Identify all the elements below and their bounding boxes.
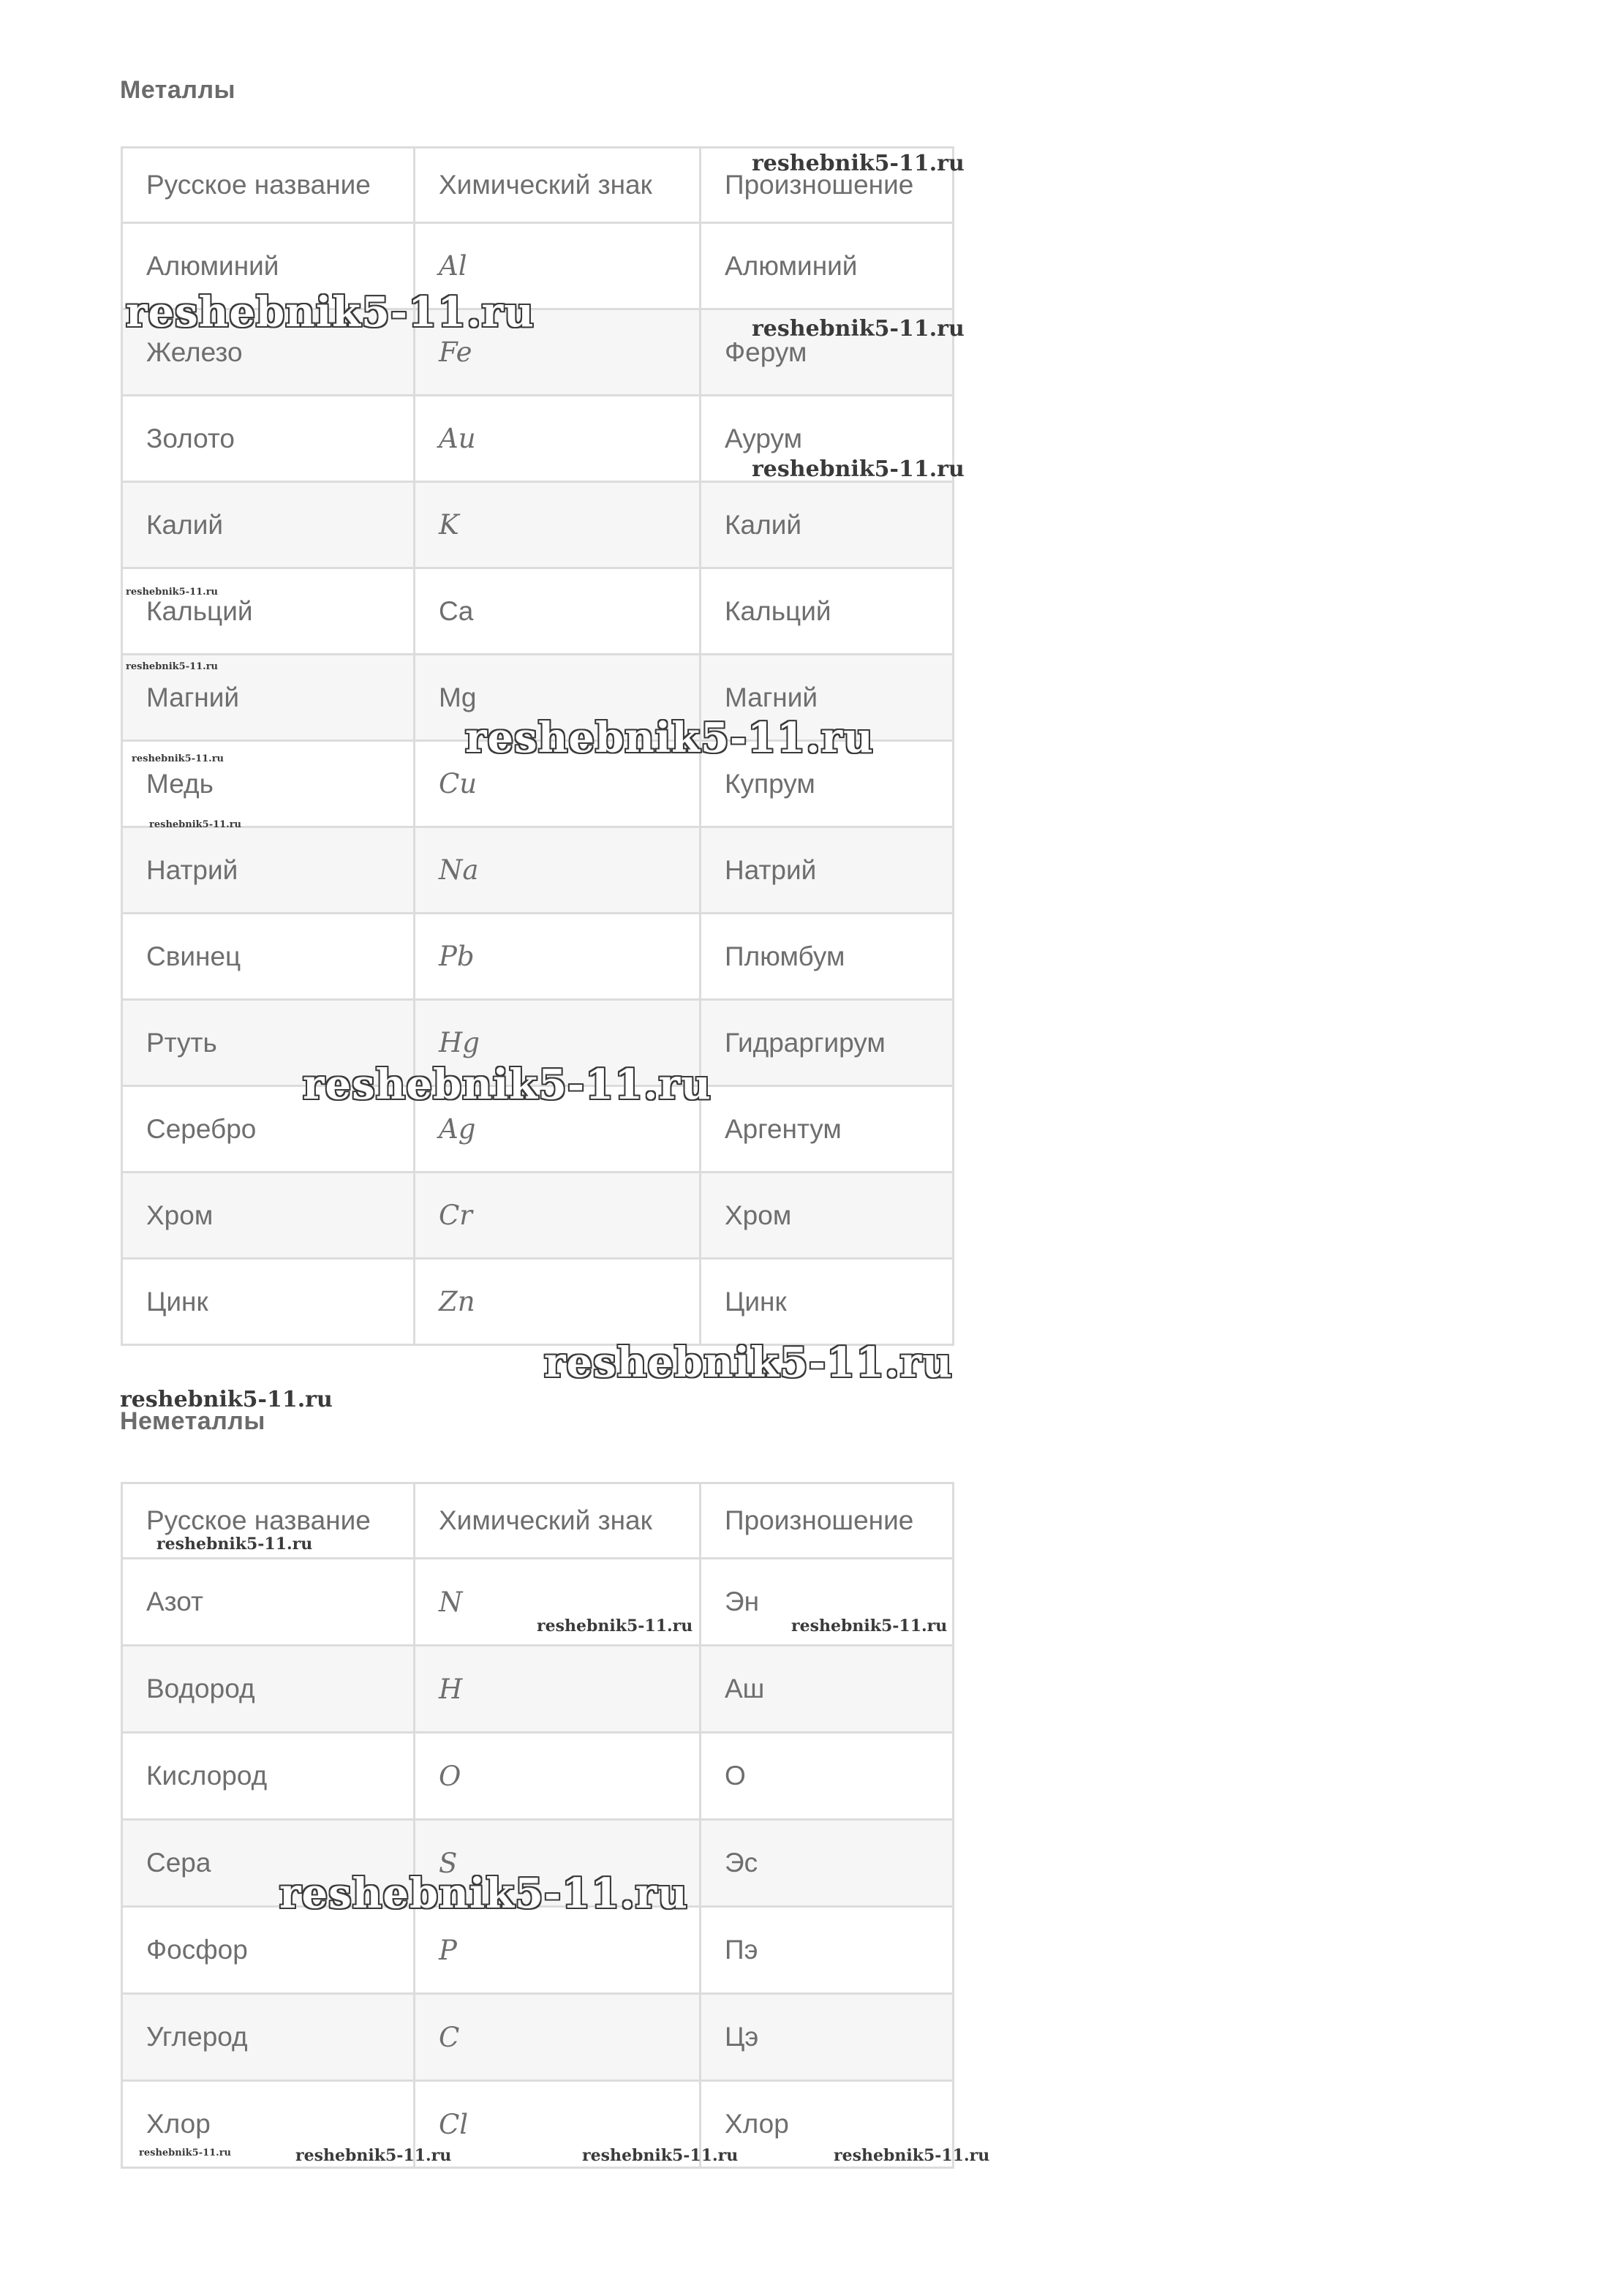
- element-name: Натрий: [122, 827, 415, 914]
- watermark: reshebnik5-11.ru: [752, 151, 965, 176]
- table-row: [122, 1086, 954, 1173]
- element-pronunciation: Ферум: [701, 309, 954, 396]
- element-pronunciation: Эн: [701, 1559, 954, 1646]
- element-symbol: C: [415, 1994, 701, 2081]
- element-name: Водород: [122, 1646, 415, 1733]
- table-row: [122, 1994, 954, 2081]
- element-name: Алюминий: [122, 223, 415, 309]
- watermark: reshebnik5-11.ru: [537, 1616, 693, 1636]
- element-symbol: Cr: [415, 1173, 701, 1259]
- table-row: [122, 1259, 954, 1345]
- element-pronunciation: Алюминий: [701, 223, 954, 309]
- watermark: reshebnik5-11.ru: [465, 714, 874, 762]
- element-name: Медь: [122, 741, 415, 827]
- table-row: [122, 914, 954, 1000]
- column-header-pronunciation: Произношение: [701, 148, 954, 223]
- element-name: Железо: [122, 309, 415, 396]
- element-pronunciation: Эс: [701, 1820, 954, 1907]
- watermark: reshebnik5-11.ru: [752, 316, 965, 342]
- table-row: [122, 1733, 954, 1820]
- metals-table: [121, 146, 954, 1346]
- element-name: Кислород: [122, 1733, 415, 1820]
- element-name: Цинк: [122, 1259, 415, 1345]
- element-symbol: P: [415, 1907, 701, 1994]
- element-pronunciation: Натрий: [701, 827, 954, 914]
- element-pronunciation: Цэ: [701, 1994, 954, 2081]
- watermark: reshebnik5-11.ru: [752, 456, 965, 482]
- element-symbol: Cu: [415, 741, 701, 827]
- watermark: reshebnik5-11.ru: [279, 1870, 688, 1918]
- element-pronunciation: Калий: [701, 482, 954, 568]
- column-header-symbol: Химический знак: [415, 148, 701, 223]
- element-symbol: Al: [415, 223, 701, 309]
- table-row: [122, 223, 954, 309]
- nonmetals-title: Неметаллы: [120, 1407, 265, 1435]
- column-header-name: Русское название: [122, 148, 415, 223]
- element-symbol: Cl: [415, 2081, 701, 2168]
- element-pronunciation: Аргентум: [701, 1086, 954, 1173]
- element-pronunciation: Цинк: [701, 1259, 954, 1345]
- watermark: reshebnik5-11.ru: [582, 2146, 739, 2165]
- column-header-symbol: Химический знак: [415, 1483, 701, 1559]
- element-name: Магний: [122, 655, 415, 741]
- element-symbol: Na: [415, 827, 701, 914]
- table-row: [122, 827, 954, 914]
- element-symbol: Zn: [415, 1259, 701, 1345]
- element-name: Фосфор: [122, 1907, 415, 1994]
- element-symbol: K: [415, 482, 701, 568]
- table-row: [122, 1646, 954, 1733]
- table-row: [122, 396, 954, 482]
- metals-title: Металлы: [120, 76, 236, 104]
- element-name: Ртуть: [122, 1000, 415, 1086]
- watermark: reshebnik5-11.ru: [149, 819, 242, 830]
- element-pronunciation: Гидраргирум: [701, 1000, 954, 1086]
- element-name: Углерод: [122, 1994, 415, 2081]
- element-symbol: N: [415, 1559, 701, 1646]
- element-name: Хлор: [122, 2081, 415, 2168]
- element-name: Сера: [122, 1820, 415, 1907]
- element-symbol: Mg: [415, 655, 701, 741]
- element-name: Золото: [122, 396, 415, 482]
- element-symbol: Ca: [415, 568, 701, 655]
- watermark: reshebnik5-11.ru: [126, 288, 535, 336]
- element-name: Азот: [122, 1559, 415, 1646]
- element-symbol: Ag: [415, 1086, 701, 1173]
- table-row: [122, 1173, 954, 1259]
- table-row: [122, 741, 954, 827]
- element-name: Свинец: [122, 914, 415, 1000]
- element-symbol: Au: [415, 396, 701, 482]
- element-pronunciation: Аш: [701, 1646, 954, 1733]
- watermark: reshebnik5-11.ru: [303, 1061, 712, 1109]
- table-row: [122, 1000, 954, 1086]
- table-row: [122, 482, 954, 568]
- table-header-row: [122, 1483, 954, 1559]
- watermark: reshebnik5-11.ru: [126, 661, 219, 672]
- element-pronunciation: Аурум: [701, 396, 954, 482]
- column-header-name: Русское название: [122, 1483, 415, 1559]
- watermark: reshebnik5-11.ru: [139, 2148, 232, 2158]
- table-header-row: [122, 148, 954, 223]
- table-row: [122, 655, 954, 741]
- element-pronunciation: Хром: [701, 1173, 954, 1259]
- element-pronunciation: Купрум: [701, 741, 954, 827]
- watermark: reshebnik5-11.ru: [834, 2146, 990, 2165]
- element-name: Серебро: [122, 1086, 415, 1173]
- watermark: reshebnik5-11.ru: [132, 753, 224, 764]
- watermark: reshebnik5-11.ru: [544, 1339, 953, 1387]
- table-row: [122, 309, 954, 396]
- element-name: Хром: [122, 1173, 415, 1259]
- element-symbol: Hg: [415, 1000, 701, 1086]
- watermark: reshebnik5-11.ru: [791, 1616, 948, 1636]
- nonmetals-table: [121, 1482, 954, 2169]
- table-row: [122, 568, 954, 655]
- table-row: [122, 2081, 954, 2168]
- element-name: Калий: [122, 482, 415, 568]
- watermark: reshebnik5-11.ru: [120, 1387, 333, 1412]
- table-row: [122, 1559, 954, 1646]
- table-row: [122, 1820, 954, 1907]
- element-symbol: Pb: [415, 914, 701, 1000]
- element-symbol: S: [415, 1820, 701, 1907]
- element-pronunciation: О: [701, 1733, 954, 1820]
- watermark: reshebnik5-11.ru: [295, 2146, 452, 2165]
- element-symbol: Fe: [415, 309, 701, 396]
- element-pronunciation: Хлор: [701, 2081, 954, 2168]
- element-pronunciation: Плюмбум: [701, 914, 954, 1000]
- column-header-pronunciation: Произношение: [701, 1483, 954, 1559]
- element-symbol: O: [415, 1733, 701, 1820]
- table-row: [122, 1907, 954, 1994]
- watermark: reshebnik5-11.ru: [156, 1535, 313, 1554]
- element-name: Кальций: [122, 568, 415, 655]
- element-pronunciation: Кальций: [701, 568, 954, 655]
- watermark: reshebnik5-11.ru: [126, 587, 219, 598]
- element-pronunciation: Пэ: [701, 1907, 954, 1994]
- element-pronunciation: Магний: [701, 655, 954, 741]
- element-symbol: H: [415, 1646, 701, 1733]
